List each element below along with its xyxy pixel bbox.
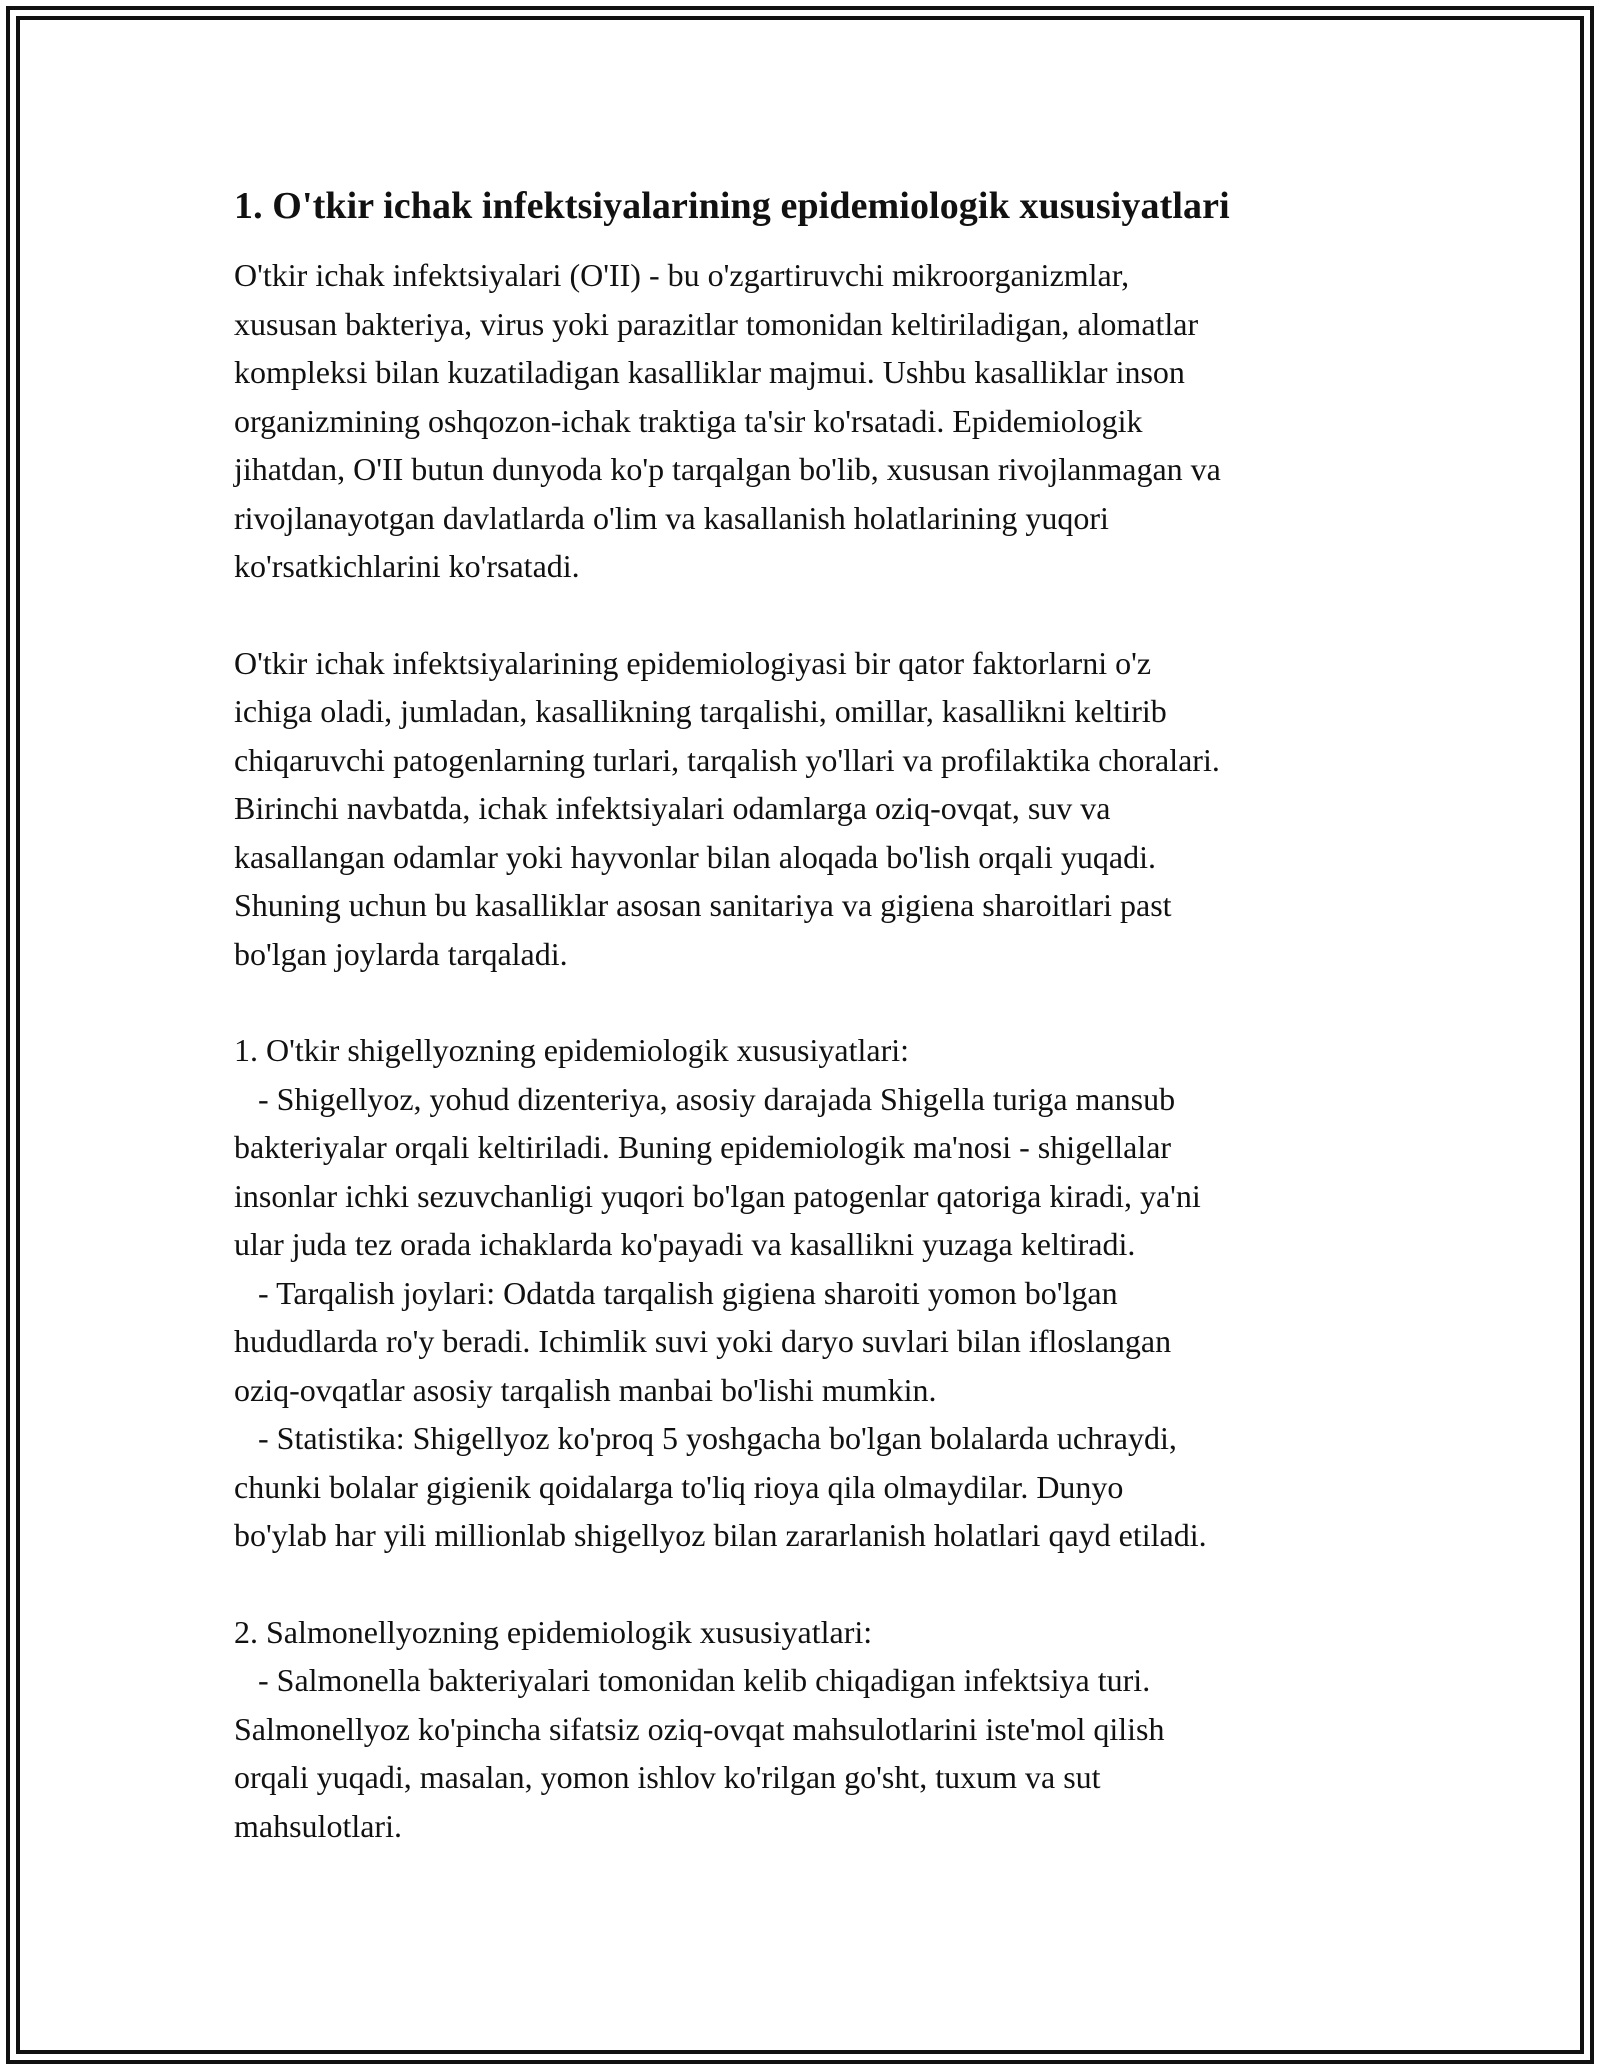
text-line: hududlarda ro'y beradi. Ichimlik suvi yoki daryo suvlari bilan ifloslangan bbox=[234, 1323, 1172, 1359]
text-line: rivojlanayotgan davlatlarda o'lim va kasallanish holatlarining yuqori bbox=[234, 499, 1109, 536]
text-line: - Statistika: Shigellyoz ko'proq 5 yoshgacha bo'lgan bolalarda uchraydi, bbox=[234, 1420, 1177, 1456]
text-line: ko'rsatkichlarini ko'rsatadi. bbox=[234, 548, 580, 584]
text-line: ular juda tez orada ichaklarda ko'payadi va kasallikni yuzaga keltiradi. bbox=[234, 1226, 1136, 1262]
list-item-title: 1. O'tkir shigellyozning epidemiologik xususiyatlari: bbox=[234, 1032, 910, 1068]
paragraph-salmonellosis bbox=[234, 1608, 1374, 1851]
text-line: kompleksi bilan kuzatiladigan kasalliklar majmui. Ushbu kasalliklar inson bbox=[234, 354, 1185, 390]
text-line: Shuning uchun bu kasalliklar asosan sanitariya va gigiena sharoitlari past bbox=[234, 887, 1172, 923]
text-line: bo'lgan joylarda tarqaladi. bbox=[234, 935, 568, 972]
text-line: orqali yuqadi, masalan, yomon ishlov ko'rilgan go'sht, tuxum va sut bbox=[234, 1759, 1101, 1795]
text-line: O'tkir ichak infektsiyalarining epidemiologiyasi bir qator faktorlarni o'z bbox=[234, 644, 1152, 681]
text-line: xususan bakteriya, virus yoki parazitlar tomonidan keltiriladigan, alomatlar bbox=[234, 305, 1199, 342]
section-heading: 1. O'tkir ichak infektsiyalarining epidemiologik xususiyatlari bbox=[234, 185, 1230, 227]
text-line: oziq-ovqatlar asosiy tarqalish manbai bo'lishi mumkin. bbox=[234, 1371, 937, 1408]
paragraph-factors bbox=[234, 639, 1374, 979]
text-line: bakteriyalar orqali keltiriladi. Buning epidemiologik ma'nosi - shigellalar bbox=[234, 1129, 1172, 1165]
text-line: Salmonellyoz ko'pincha sifatsiz oziq-ovqat mahsulotlarini iste'mol qilish bbox=[234, 1710, 1165, 1747]
text-line: jihatdan, O'II butun dunyoda ko'p tarqalgan bo'lib, xususan rivojlanmagan va bbox=[234, 451, 1221, 487]
list-item-title: 2. Salmonellyozning epidemiologik xususiyatlari: bbox=[234, 1613, 873, 1650]
text-line: kasallangan odamlar yoki hayvonlar bilan aloqada bo'lish orqali yuqadi. bbox=[234, 838, 1156, 875]
paragraph-intro bbox=[234, 251, 1374, 591]
document-body bbox=[234, 182, 1374, 1898]
paragraph-shigellosis bbox=[234, 1026, 1374, 1560]
text-line: - Shigellyoz, yohud dizenteriya, asosiy darajada Shigella turiga mansub bbox=[234, 1080, 1176, 1117]
text-line: ichiga oladi, jumladan, kasallikning tarqalishi, omillar, kasallikni keltirib bbox=[234, 693, 1167, 729]
text-line: chunki bolalar gigienik qoidalarga to'liq rioya qila olmaydilar. Dunyo bbox=[234, 1468, 1124, 1505]
text-line: mahsulotlari. bbox=[234, 1807, 402, 1844]
text-line: - Salmonella bakteriyalari tomonidan kelib chiqadigan infektsiya turi. bbox=[234, 1662, 1151, 1698]
text-line: chiqaruvchi patogenlarning turlari, tarqalish yo'llari va profilaktika choralari. bbox=[234, 741, 1220, 778]
text-line: insonlar ichki sezuvchanligi yuqori bo'lgan patogenlar qatoriga kiradi, ya'ni bbox=[234, 1177, 1201, 1214]
text-line: bo'ylab har yili millionlab shigellyoz bilan zararlanish holatlari qayd etiladi. bbox=[234, 1517, 1207, 1553]
text-line: - Tarqalish joylari: Odatda tarqalish gigiena sharoiti yomon bo'lgan bbox=[234, 1274, 1118, 1311]
text-line: organizmining oshqozon-ichak traktiga ta'sir ko'rsatadi. Epidemiologik bbox=[234, 402, 1143, 439]
text-line: O'tkir ichak infektsiyalari (O'II) - bu o'zgartiruvchi mikroorganizmlar, bbox=[234, 257, 1130, 293]
text-line: Birinchi navbatda, ichak infektsiyalari odamlarga oziq-ovqat, suv va bbox=[234, 790, 1111, 826]
